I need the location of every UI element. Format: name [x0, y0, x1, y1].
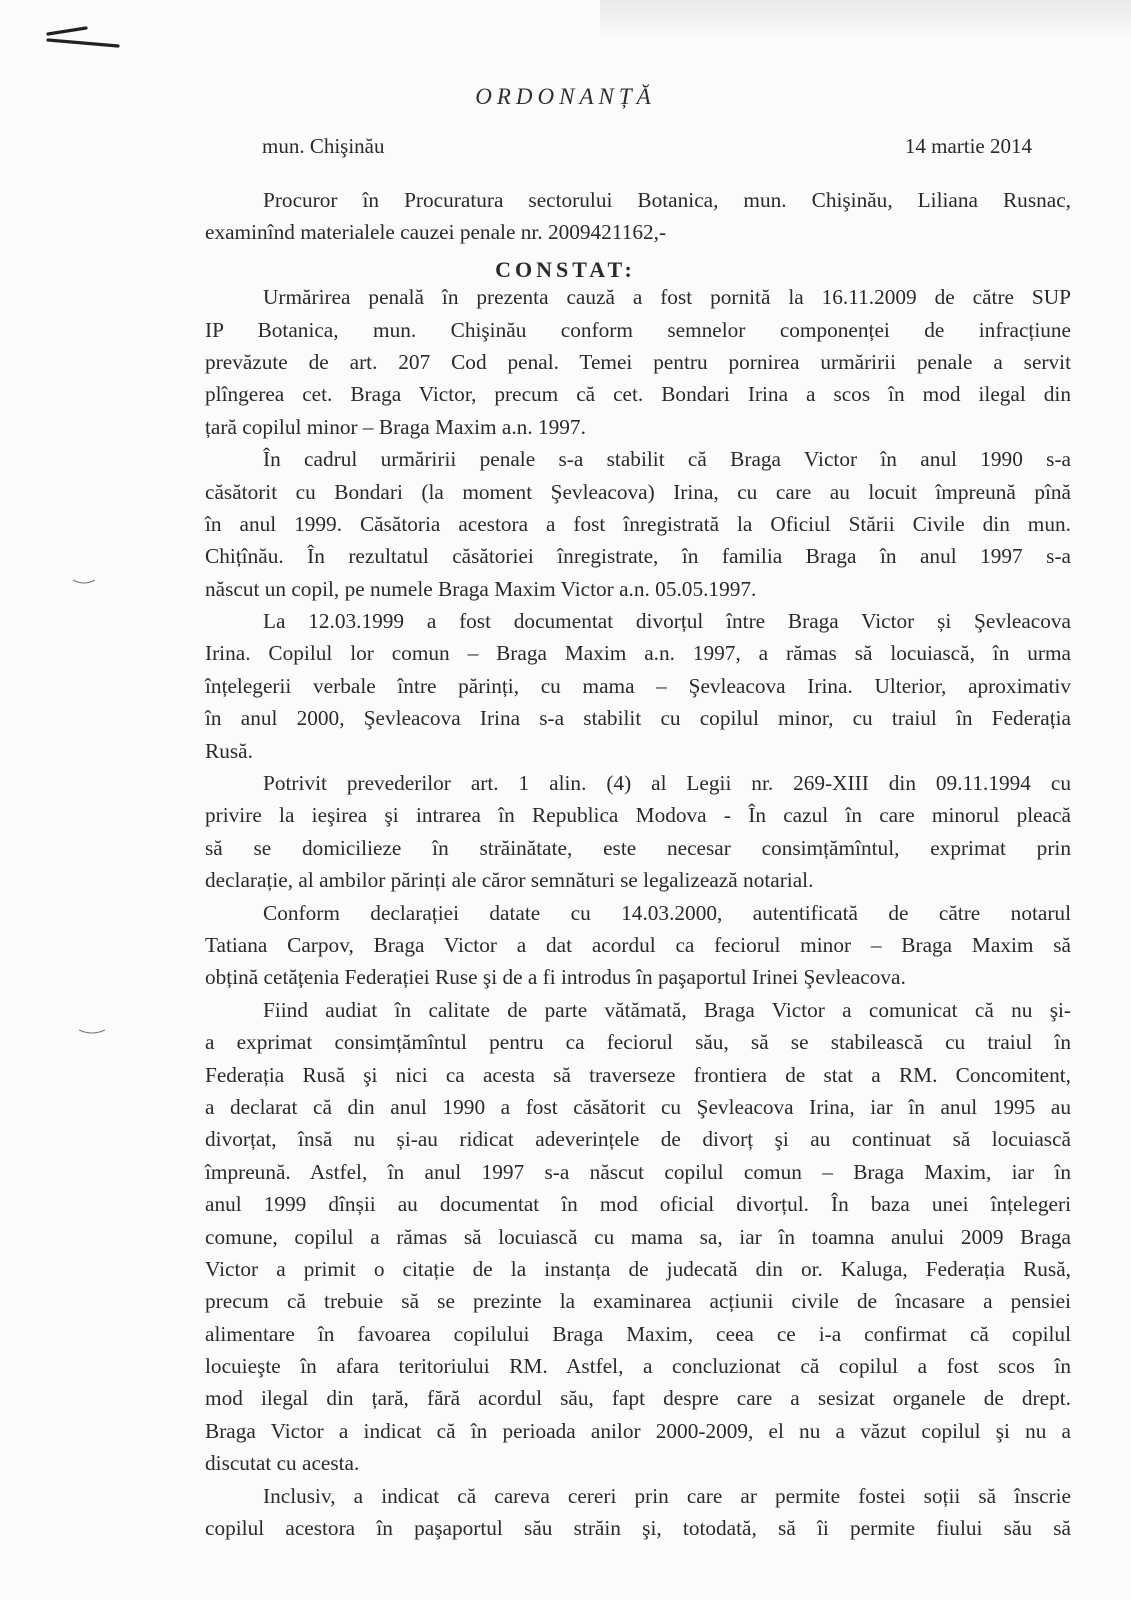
text-line: În cadrul urmăririi penale s-a stabilit că Braga Victor în anul 1990 s-a — [263, 447, 1071, 472]
text-line: Irina. Copilul lor comun – Braga Maxim a.n. 1997, a rămas să locuiască, în urma — [205, 641, 1071, 666]
text-line: înțelegerii verbale între părinți, cu mama – Şevleacova Irina. Ulterior, aproximativ — [205, 673, 1071, 698]
section-heading: CONSTAT: — [495, 257, 636, 282]
text-line: Tatiana Carpov, Braga Victor a dat acordul ca feciorul minor – Braga Maxim să — [205, 932, 1071, 957]
date: 14 martie 2014 — [904, 134, 1032, 158]
paragraph — [205, 897, 1071, 994]
paragraph — [205, 994, 1071, 1480]
text-line: Inclusiv, a indicat că careva cereri prin care ar permite fostei soții să înscrie — [263, 1483, 1071, 1508]
paragraph — [205, 605, 1071, 767]
text-line: locuieşte în afara teritoriului RM. Astfel, a concluzionat că copilul a fost scos în — [205, 1354, 1071, 1379]
text-line: comune, copilul a rămas să locuiască cu mama sa, iar în toamna anului 2009 Braga — [205, 1224, 1071, 1249]
text-line: examinînd materialele cauzei penale nr. 2009421162,- — [205, 220, 667, 245]
document-title: ORDONANȚĂ — [475, 84, 656, 109]
text-line: în anul 1999. Căsătoria acestora a fost înregistrată la Oficiul Stării Civile din mun. — [205, 511, 1071, 536]
text-line: Conform declarației datate cu 14.03.2000, autentificată de către notarul — [263, 900, 1071, 925]
text-line: Braga Victor a indicat că în perioada anilor 2000-2009, el nu a văzut copilul şi nu a — [205, 1418, 1071, 1443]
text-line: privire la ieşirea şi intrarea în Republica Modova - În cazul în care minorul pleacă — [205, 803, 1071, 828]
text-line: discutat cu acesta. — [205, 1451, 360, 1476]
place: mun. Chişinău — [262, 134, 385, 158]
text-line: declarație, al ambilor părinți ale căror semnături se legalizează notarial. — [205, 868, 814, 893]
text-line: precum că trebuie să se prezinte la examinarea acțiunii civile de încasare a pensiei — [205, 1289, 1071, 1314]
text-line: divorțat, însă nu și-au ridicat adeverințele de divorț şi au continuat să locuiască — [205, 1127, 1071, 1152]
paragraph — [205, 443, 1071, 605]
text-line: în anul 2000, Şevleacova Irina s-a stabilit cu copilul minor, cu traiul în Federația — [205, 706, 1071, 731]
document-body — [205, 184, 1071, 1544]
text-line: prevăzute de art. 207 Cod penal. Temei pentru pornirea urmăririi penale a servit — [205, 349, 1071, 374]
text-line: mod ilegal din țară, fără acordul său, fapt despre care a sesizat organele de drept. — [205, 1386, 1071, 1411]
text-line: Victor a primit o citație de la instanța de judecată din or. Kaluga, Federația Rusă, — [205, 1256, 1071, 1281]
text-line: țară copilul minor – Braga Maxim a.n. 1997. — [205, 414, 586, 439]
text-line: Rusă. — [205, 738, 253, 763]
paragraph — [205, 767, 1071, 897]
text-line: alimentare în favoarea copilului Braga Maxim, ceea ce i-a confirmat că copilul — [205, 1321, 1071, 1346]
text-line: să se domicilieze în străinătate, este necesar consimțămîntul, exprimat prin — [205, 835, 1071, 860]
punch-hole-mark-icon — [78, 1028, 106, 1036]
text-line: copilul acestora în paşaportul său străin şi, totodată, să îi permite fiului său să — [205, 1516, 1071, 1541]
text-line: obțină cetățenia Federației Ruse şi de a fi introdus în paşaportul Irinei Şevleacova. — [205, 965, 906, 990]
text-line: La 12.03.1999 a fost documentat divorțul între Braga Victor și Şevleacova — [263, 609, 1071, 634]
text-line: plîngerea cet. Braga Victor, precum că cet. Bondari Irina a scos în mod ilegal din — [205, 382, 1071, 407]
paragraph — [205, 1480, 1071, 1545]
text-line: căsătorit cu Bondari (la moment Şevleacova) Irina, cu care au locuit împreună pînă — [205, 479, 1071, 504]
text-line: Fiind audiat în calitate de parte vătămată, Braga Victor a comunicat că nu şi- — [263, 997, 1071, 1022]
place-date-row — [262, 134, 1032, 160]
punch-hole-mark-icon — [72, 578, 96, 586]
handwritten-mark-icon — [46, 26, 126, 56]
text-line: Chițînău. În rezultatul căsătoriei înregistrate, în familia Braga în anul 1997 s-a — [205, 544, 1071, 569]
text-line: Urmărirea penală în prezenta cauză a fost pornită la 16.11.2009 de către SUP — [263, 285, 1071, 310]
text-line: IP Botanica, mun. Chişinău conform semnelor componenței de infracțiune — [205, 317, 1071, 342]
text-line: anul 1999 dînșii au documentat în mod oficial divorțul. În baza unei înțelegeri — [205, 1192, 1071, 1217]
paragraph — [205, 281, 1071, 443]
text-line: născut un copil, pe numele Braga Maxim Victor a.n. 05.05.1997. — [205, 576, 757, 601]
text-line: Procuror în Procuratura sectorului Botanica, mun. Chişinău, Liliana Rusnac, — [263, 188, 1071, 212]
scan-shadow — [600, 0, 1131, 40]
text-line: împreună. Astfel, în anul 1997 s-a născut copilul comun – Braga Maxim, iar în — [205, 1159, 1071, 1184]
text-line: a declarat că din anul 1990 a fost căsătorit cu Şevleacova Irina, iar în anul 1995 au — [205, 1094, 1071, 1119]
text-line: a exprimat consimțămîntul pentru ca feciorul său, să se stabilească cu traiul în — [205, 1030, 1071, 1055]
text-line: Potrivit prevederilor art. 1 alin. (4) al Legii nr. 269-XIII din 09.11.1994 cu — [263, 771, 1071, 796]
text-line: Federația Rusă şi nici ca acesta să traverseze frontiera de stat a RM. Concomitent, — [205, 1062, 1071, 1087]
